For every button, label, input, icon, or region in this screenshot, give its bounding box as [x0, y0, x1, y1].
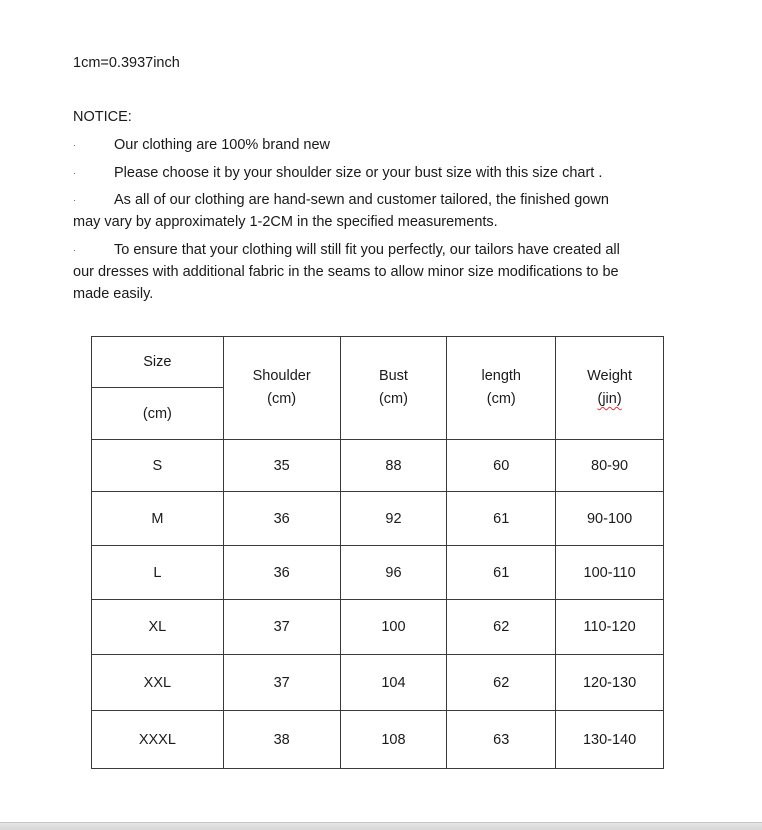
cell-weight: 120-130 — [556, 655, 664, 711]
table-row — [92, 600, 664, 655]
cell-length: 60 — [447, 440, 556, 492]
notice-heading: NOTICE: — [73, 109, 132, 125]
spellcheck-squiggle: (jin) — [597, 391, 622, 407]
cell-length: 61 — [447, 546, 556, 600]
cell-shoulder: 36 — [223, 546, 340, 600]
notice-text: As all of our clothing are hand-sewn and customer tailored, the finished gown — [114, 192, 609, 208]
notice-text-continuation: our dresses with additional fabric in the seams to allow minor size modifications to be — [73, 264, 619, 280]
table-row — [92, 492, 664, 546]
table-header-row — [92, 337, 664, 388]
cell-length: 62 — [447, 655, 556, 711]
cell-shoulder: 38 — [223, 711, 340, 769]
table-row — [92, 440, 664, 492]
cell-bust: 92 — [340, 492, 447, 546]
header-bust: Bust (cm) — [340, 337, 447, 440]
bullet-icon: · — [73, 245, 76, 255]
cell-size: L — [92, 546, 224, 600]
header-size: Size — [92, 337, 224, 388]
header-weight: Weight (jin) — [556, 337, 664, 440]
cell-shoulder: 35 — [223, 440, 340, 492]
notice-item-hand-sewn — [73, 189, 693, 233]
notice-text-continuation: may vary by approximately 1-2CM in the specified measurements. — [73, 214, 498, 230]
table-row — [92, 711, 664, 769]
cell-size: S — [92, 440, 224, 492]
cell-bust: 104 — [340, 655, 447, 711]
page-bottom-edge — [0, 822, 762, 830]
cell-weight: 80-90 — [556, 440, 664, 492]
unit-conversion-note: 1cm=0.3937inch — [73, 55, 180, 71]
notice-text-continuation: made easily. — [73, 286, 154, 302]
size-chart-table — [91, 336, 664, 769]
notice-text: Please choose it by your shoulder size or your bust size with this size chart . — [114, 165, 603, 181]
cell-size: XXL — [92, 655, 224, 711]
bullet-icon: · — [73, 195, 76, 205]
cell-bust: 96 — [340, 546, 447, 600]
cell-bust: 108 — [340, 711, 447, 769]
cell-shoulder: 37 — [223, 655, 340, 711]
notice-item-seam-allowance — [73, 239, 693, 305]
cell-shoulder: 37 — [223, 600, 340, 655]
cell-length: 62 — [447, 600, 556, 655]
cell-weight: 110-120 — [556, 600, 664, 655]
table-row — [92, 546, 664, 600]
cell-weight: 130-140 — [556, 711, 664, 769]
cell-shoulder: 36 — [223, 492, 340, 546]
cell-length: 61 — [447, 492, 556, 546]
cell-weight: 90-100 — [556, 492, 664, 546]
notice-text: Our clothing are 100% brand new — [114, 137, 331, 153]
notice-item-choose-size — [73, 162, 693, 184]
cell-size: XXXL — [92, 711, 224, 769]
bullet-icon: · — [73, 168, 76, 178]
table-row — [92, 655, 664, 711]
cell-size: XL — [92, 600, 224, 655]
cell-bust: 88 — [340, 440, 447, 492]
bullet-icon: · — [73, 140, 76, 150]
header-length: length (cm) — [447, 337, 556, 440]
cell-size: M — [92, 492, 224, 546]
cell-weight: 100-110 — [556, 546, 664, 600]
notice-item-brand-new — [73, 134, 693, 156]
header-size-unit: (cm) — [92, 388, 224, 440]
header-shoulder: Shoulder (cm) — [223, 337, 340, 440]
notice-text: To ensure that your clothing will still fit you perfectly, our tailors have created all — [114, 242, 620, 258]
cell-length: 63 — [447, 711, 556, 769]
cell-bust: 100 — [340, 600, 447, 655]
